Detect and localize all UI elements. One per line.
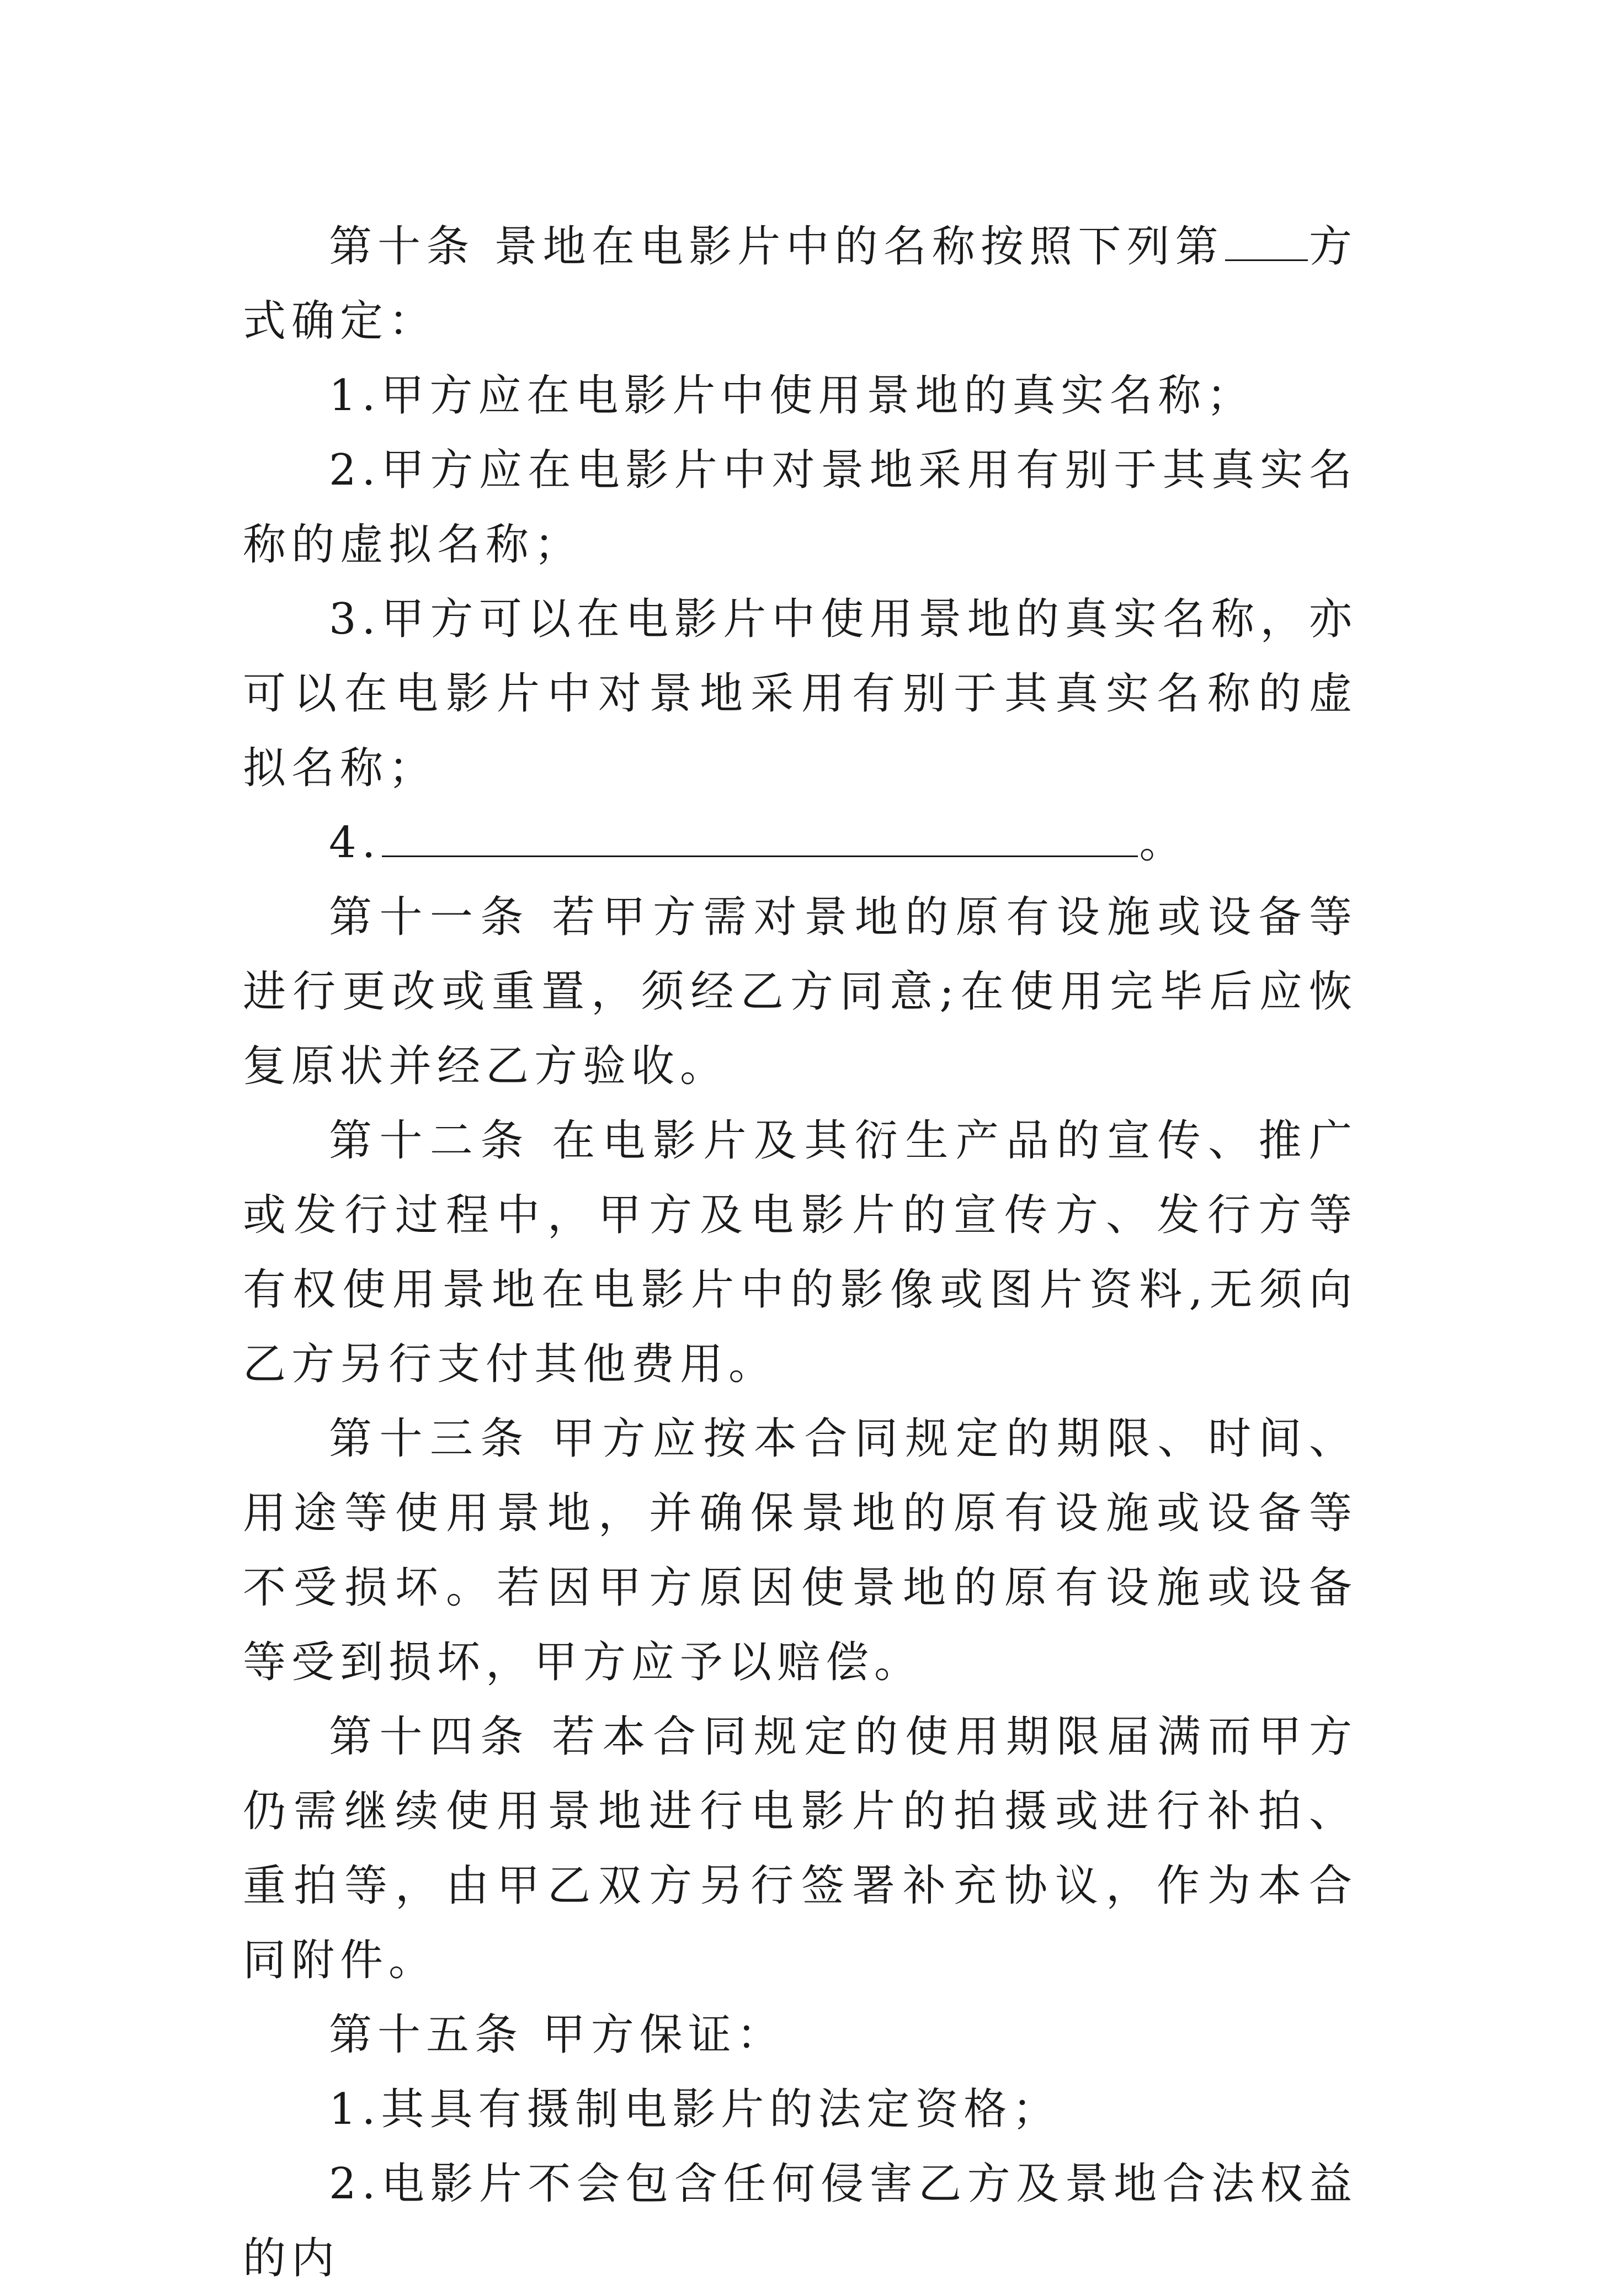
- article-11: 第十一条 若甲方需对景地的原有设施或设备等进行更改或重置，须经乙方同意;在使用完毕后应恢复原状并经乙方验收。: [243, 892, 1358, 1091]
- article-10-option-2: 2.甲方应在电影片中对景地采用有别于其真实名称的虚拟名称；: [243, 445, 1358, 570]
- article-15-heading: 第十五条 甲方保证：: [329, 2010, 785, 2060]
- article-10-option-3: 3.甲方可以在电影片中使用景地的真实名称，亦可以在电影片中对景地采用有别于其真实名称的虚拟名称；: [243, 594, 1358, 793]
- article-10-option-1: 1.甲方应在电影片中使用景地的真实名称；: [329, 371, 1255, 421]
- article-13: 第十三条 甲方应按本合同规定的期限、时间、用途等使用景地，并确保景地的原有设施或设备等不受损坏。若因甲方原因使景地的原有设施或设备等受到损坏，甲方应予以赔偿。: [243, 1414, 1358, 1687]
- article-15-item-2: 2.电影片不会包含任何侵害乙方及景地合法权益的内: [243, 2159, 1358, 2283]
- article-10-option-4: 4. 。: [243, 806, 1358, 880]
- contract-text: [243, 210, 1358, 2296]
- article-15-item-1: 1.其具有摄制电影片的法定资格；: [329, 2085, 1061, 2134]
- choice-blank: [1225, 219, 1308, 261]
- article-14: 第十四条 若本合同规定的使用期限届满而甲方仍需继续使用景地进行电影片的拍摄或进行补拍、重拍等，由甲乙双方另行签署补充协议，作为本合同附件。: [243, 1712, 1358, 1985]
- option-4-blank: [382, 815, 1138, 857]
- article-10-heading: 第十条 景地在电影片中的名称按照下列第 方式确定：: [243, 210, 1358, 359]
- article-12: 第十二条 在电影片及其衍生产品的宣传、推广或发行过程中，甲方及电影片的宣传方、发行方等有权使用景地在电影片中的影像或图片资料,无须向乙方另行支付其他费用。: [243, 1116, 1358, 1389]
